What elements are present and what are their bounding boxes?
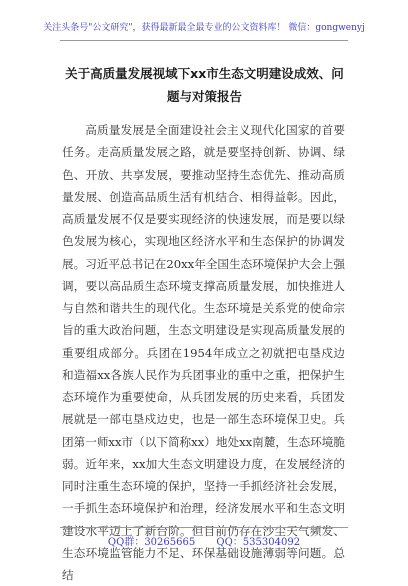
header-divider [60, 40, 348, 41]
body-paragraph: 高质量发展是全面建设社会主义现代化国家的首要任务。走高质量发展之路，就是要坚持创新、协调、绿色、开放、共享发展，要推动坚持生态优先、推动高质量发展、创造高品质生活有机结合、相得益彰。因此，高质量发展不仅是要实现经济的快速发展，而是要以绿色发展为核心，实现地区经济水平和生态保护的协调发展。习近平总书记在20xx年全国生态环境保护大会上强调，要以高品质生态环境支撑高质量发展，加快推进人与自然和谐共生的现代化。生态环境是关系党的使命宗旨的重大政治问题，生态文明建设是实现高质量发展的重要组成部分。兵团在1954年成立之初就把屯垦戍边和造福xx各族人民作为兵团事业的重中之重，把保护生态环境作为重要使命，从兵团发展的历史来看，兵团发展就是一部屯垦戍边史，也是一部生态环境保卫史。兵团第一师xx市（以下简称xx）地处xx南麓，生态环境脆弱。近年来，xx加大生态文明建设力度，在发展经济的同时注重生态环境的保护，坚持一手抓经济社会发展，一手抓生态环境保护和治理，经济发展水平和生态文明建设水平迈上了新台阶。但目前仍存在沙尘天气频发、生态环境监管能力不足、环保基础设施薄弱等问题。总结 [62, 123, 345, 582]
footer-qq-contact: QQ：535304092 [216, 537, 301, 548]
footer-qq-group: QQ群：30265665 [107, 537, 196, 548]
page-footer [0, 533, 408, 548]
page-header: 关注头条号"公文研究"，获得最新最全最专业的公文资料库！ 微信：gongwenyj [43, 23, 365, 33]
footer-divider [60, 527, 348, 528]
document-title: 关于高质量发展视域下xx市生态文明建设成效、问题与对策报告 [65, 66, 344, 104]
document-body [62, 119, 345, 586]
